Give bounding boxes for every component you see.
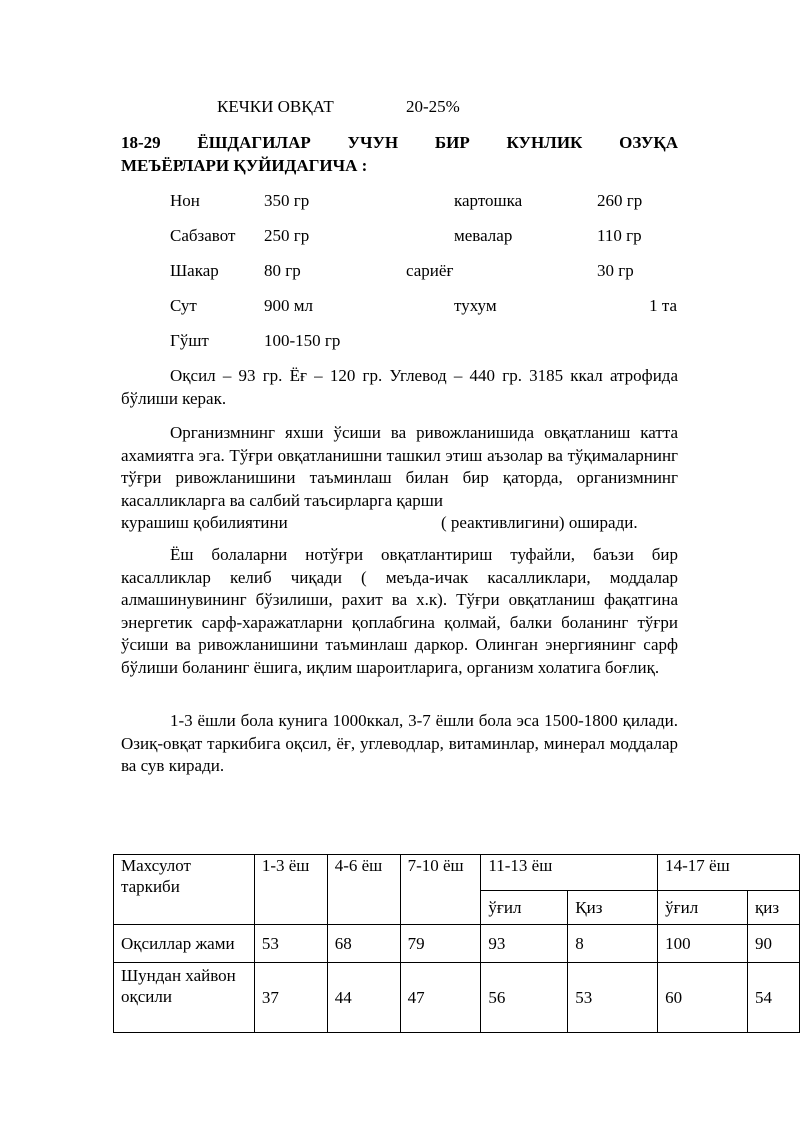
- norm-amount: 100-150 гр: [264, 331, 341, 350]
- norm-amount: 250 гр: [264, 226, 310, 245]
- table-cell: 90: [747, 925, 799, 963]
- paragraph-nutrition-importance: [121, 422, 678, 512]
- table-row: [114, 925, 800, 963]
- norm-amount: 1 та: [649, 296, 677, 315]
- heading-word: ОЗУҚА: [619, 133, 678, 152]
- table-sex-header: қиз: [747, 891, 799, 925]
- table-cell: 56: [481, 963, 568, 1033]
- paragraph-line: курашиш қобилиятини: [121, 513, 288, 532]
- table-cell: 60: [658, 963, 748, 1033]
- heading-line-1: [121, 133, 678, 153]
- norm-name: Нон: [170, 191, 200, 210]
- table-sex-header: ўғил: [658, 891, 748, 925]
- protein-table: [113, 854, 800, 1033]
- paragraph-line: касалликлар келиб чиқади ( меъда-ичак касалликлари, моддалар: [121, 567, 678, 587]
- paragraph-nutrients: [121, 365, 678, 410]
- paragraph-line: Ёш болаларни нотўғри овқатлантириш туфайли, баъзи бир: [170, 545, 678, 564]
- table-age-header: 14-17 ёш: [658, 855, 800, 891]
- paragraph-line: Оқсил – 93 гр. Ёғ – 120 гр. Углевод – 440 гр. 3185 ккал: [170, 366, 603, 385]
- paragraph-line: Организмнинг яхши ўсиши ва ривожланишида овқатланиш: [170, 423, 631, 442]
- heading-word: БИР: [434, 133, 470, 152]
- paragraph-line: қилади. Озиқ-овқат таркибига оқсил, ёғ, углеводлар, витаминлар,: [121, 711, 679, 753]
- paragraph-line: фақатгина энергетик сарф-харажатларни қоплабгина қолмай, балки: [121, 590, 679, 632]
- table-age-header: 7-10 ёш: [400, 855, 481, 925]
- table-cell: 37: [254, 963, 327, 1033]
- norm-name: сариёғ: [406, 261, 454, 280]
- norm-name: Сут: [170, 296, 197, 315]
- norm-name: мевалар: [454, 226, 513, 245]
- norm-name: Сабзавот: [170, 226, 236, 245]
- table-age-header: 1-3 ёш: [254, 855, 327, 925]
- table-row: [114, 963, 800, 1033]
- paragraph-calories: [121, 710, 678, 778]
- norm-name: Гўшт: [170, 331, 209, 350]
- table-cell: 100: [658, 925, 748, 963]
- norm-amount: 30 гр: [597, 261, 634, 280]
- paragraph-line: минерал моддалар ва сув киради.: [121, 733, 679, 775]
- norm-amount: 110 гр: [597, 226, 642, 245]
- paragraph-line: атрофида бўлиши керак.: [121, 366, 678, 408]
- norm-name: Шакар: [170, 261, 219, 280]
- paragraph-line: тўқималарнинг тўғри ривожланишини таъминлаш билан бир: [121, 445, 679, 487]
- table-sex-header: ўғил: [481, 891, 568, 925]
- meal-percent: 20-25%: [406, 97, 460, 116]
- paragraph-line: ( реактивлигини) оширади.: [441, 513, 638, 532]
- table-age-header: 4-6 ёш: [327, 855, 400, 925]
- table-row-label: Шундан хайвон оқсили: [114, 963, 255, 1033]
- table-row-label: Оқсиллар жами: [114, 925, 255, 963]
- table-cell: 47: [400, 963, 481, 1033]
- paragraph-line: қаторда, организмнинг касалликларга ва салбий таъсирларга қарши: [121, 468, 678, 510]
- paragraph-line: 1-3 ёшли бола кунига 1000ккал, 3-7 ёшли бола эса 1500-1800: [170, 711, 618, 730]
- table-cell: 53: [254, 925, 327, 963]
- table-sex-header: Қиз: [568, 891, 658, 925]
- paragraph-line: шароитларига, организм холатига боғлиқ.: [356, 657, 660, 677]
- paragraph-line: алмашинувининг бўзилиши, рахит ва х.к). Тўғри овқатланиш: [121, 590, 595, 609]
- table-cell: 79: [400, 925, 481, 963]
- heading-word: УЧУН: [347, 133, 399, 152]
- heading-line-2: МЕЪЁРЛАРИ ҚУЙИДАГИЧА :: [121, 156, 368, 175]
- meal-title: КЕЧКИ ОВҚАТ: [217, 97, 334, 116]
- paragraph-line: катта ахамиятга эга. Тўғри овқатланишни ташкил этиш аъзолар ва: [121, 423, 679, 465]
- table-corner-header: Махсулот таркиби: [114, 855, 255, 925]
- norm-amount: 350 гр: [264, 191, 310, 210]
- norm-amount: 260 гр: [597, 191, 643, 210]
- paragraph-line: Олинган энергиянинг сарф бўлиши боланинг ёшига, иқлим: [121, 635, 679, 677]
- table-cell: 54: [747, 963, 799, 1033]
- paragraph-line: боланинг тўғри ўсиши ва ривожланишини таъминлаш даркор.: [121, 612, 678, 654]
- table-age-header: 11-13 ёш: [481, 855, 658, 891]
- table-cell: 53: [568, 963, 658, 1033]
- norm-amount: 900 мл: [264, 296, 313, 315]
- table-cell: 44: [327, 963, 400, 1033]
- heading-word: 18-29: [121, 133, 161, 152]
- table-cell: 8: [568, 925, 658, 963]
- norm-amount: 80 гр: [264, 261, 301, 280]
- table-cell: 93: [481, 925, 568, 963]
- paragraph-improper-feeding: [121, 544, 678, 679]
- norm-name: картошка: [454, 191, 523, 210]
- heading-word: ЁШДАГИЛАР: [197, 133, 311, 152]
- norm-name: тухум: [454, 296, 497, 315]
- table-cell: 68: [327, 925, 400, 963]
- heading-word: КУНЛИК: [506, 133, 583, 152]
